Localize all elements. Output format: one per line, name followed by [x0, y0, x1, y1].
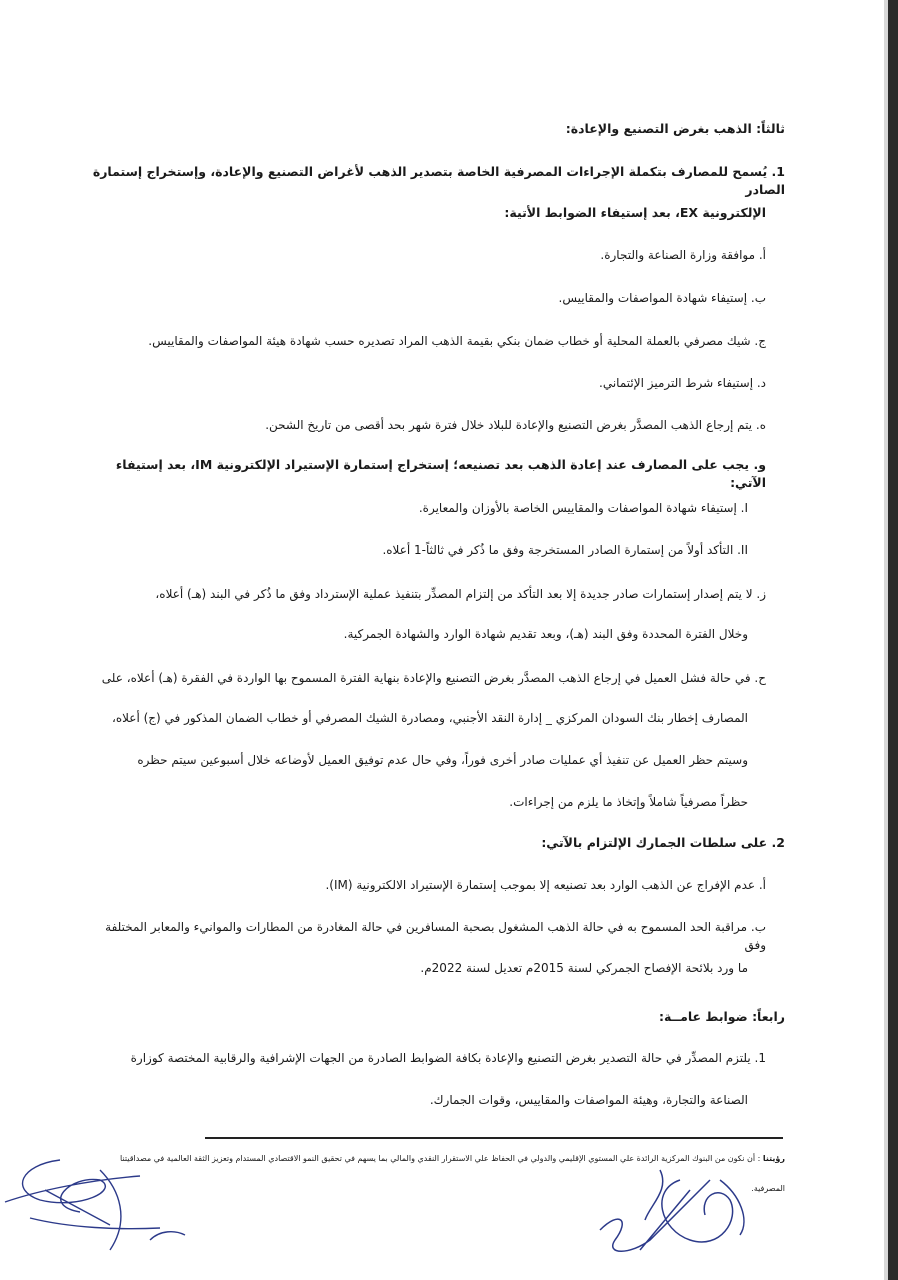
- list-item: أ. موافقة وزارة الصناعة والتجارة.: [600, 248, 766, 262]
- sub-list-item: II. التأكد أولاً من إستمارة الصادر المستخرجة وفق ما ذُكر في ثالثاً-1 أعلاه.: [382, 543, 748, 557]
- signature-right: [590, 1160, 770, 1270]
- list-item-continuation: وسيتم حظر العميل عن تنفيذ أي عمليات صادر أخرى فوراً، وفي حال عدم توفيق العميل لأوضاعه خلال أسبوعين سيتم حظره: [137, 753, 748, 767]
- list-item: ج. شيك مصرفي بالعملة المحلية أو خطاب ضمان بنكي بقيمة الذهب المراد تصديره حسب شهادة هيئة المواصفات والمقاييس.: [148, 334, 766, 348]
- paragraph-line: الإلكترونية EX، بعد إستيفاء الضوابط الأتية:: [504, 205, 766, 220]
- paragraph-line: 1. يُسمح للمصارف بتكملة الإجراءات المصرفية الخاصة بتصدير الذهب لأغراض التصنيع والإعادة، وإستخراج إستمارة الصادر: [92, 164, 785, 197]
- section-heading: ثالثاً: الذهب بغرض التصنيع والإعادة:: [565, 121, 785, 136]
- vision-label: رؤيتنا: [762, 1154, 785, 1163]
- list-item-continuation: الصناعة والتجارة، وهيئة المواصفات والمقاييس، وقوات الجمارك.: [429, 1093, 748, 1107]
- list-item: ز. لا يتم إصدار إستمارات صادر جديدة إلا بعد التأكد من إلتزام المصدِّر بتنفيذ عملية الإسترداد وفق ما ذُكر في البند (هـ) أعلاه،: [155, 587, 766, 601]
- scan-edge: [888, 0, 898, 1280]
- list-item: ح. في حالة فشل العميل في إرجاع الذهب المصدَّر بغرض التصنيع والإعادة بنهاية الفترة المسموح بها الواردة في الفقرة (هـ) أعلاه، على: [101, 671, 766, 685]
- vision-statement-end: المصرفية.: [751, 1184, 785, 1193]
- list-item: و. يجب على المصارف عند إعادة الذهب بعد تصنيعه؛ إستخراج إستمارة الإستيراد الإلكترونية IM، بعد إستيفاء الآتي:: [115, 457, 766, 490]
- list-item: 1. يلتزم المصدِّر في حالة التصدير بغرض التصنيع والإعادة بكافة الضوابط الصادرة من الجهات الإشرافية والرقابية المختصة كوزارة: [130, 1051, 766, 1065]
- list-item-continuation: وخلال الفترة المحددة وفق البند (هـ)، وبعد تقديم شهادة الوارد والشهادة الجمركية.: [343, 627, 748, 641]
- section-heading: رابعاً: ضوابط عامــة:: [658, 1009, 785, 1024]
- list-item-continuation: ما ورد بلائحة الإفصاح الجمركي لسنة 2015م تعديل لسنة 2022م.: [420, 961, 748, 975]
- sub-list-item: I. إستيفاء شهادة المواصفات والمقاييس الخاصة بالأوزان والمعايرة.: [418, 501, 748, 515]
- list-item: د. إستيفاء شرط الترميز الإئتماني.: [599, 376, 766, 390]
- list-item-continuation: المصارف إخطار بنك السودان المركزي _ إدارة النقد الأجنبي، ومصادرة الشيك المصرفي أو خطاب الضمان المذكور في (ج) أعلاه،: [111, 711, 748, 725]
- list-item-continuation: حظراً مصرفياً شاملاً وإتخاذ ما يلزم من إجراءات.: [509, 795, 748, 809]
- list-item: ه. يتم إرجاع الذهب المصدَّر بغرض التصنيع والإعادة للبلاد خلال فترة شهر بحد أقصى من تاريخ الشحن.: [265, 418, 766, 432]
- list-item: أ. عدم الإفراج عن الذهب الوارد بعد تصنيعه إلا بموجب إستمارة الإستيراد الالكترونية (IM).: [325, 878, 766, 892]
- list-item: ب. مراقبة الحد المسموح به في حالة الذهب المشغول بصحبة المسافرين في حالة المغادرة من المطارات والموانيء والمعابر المختلفة وفق: [105, 920, 766, 952]
- vision-text: : أن نكون من البنوك المركزية الرائدة علي المستوي الإقليمي والدولي في الحفاظ علي الاستقرار النقدي والمالي بما يسهم في تحقيق النمو الاقتصادي المستدام وتعزيز الثقة العالمية في مصداقيتنا: [120, 1154, 761, 1163]
- signature-left: [0, 1150, 200, 1260]
- paragraph-heading: 2. على سلطات الجمارك الإلتزام بالآتي:: [541, 835, 785, 850]
- list-item: ب. إستيفاء شهادة المواصفات والمقاييس.: [558, 291, 766, 305]
- footer-divider: [205, 1137, 783, 1139]
